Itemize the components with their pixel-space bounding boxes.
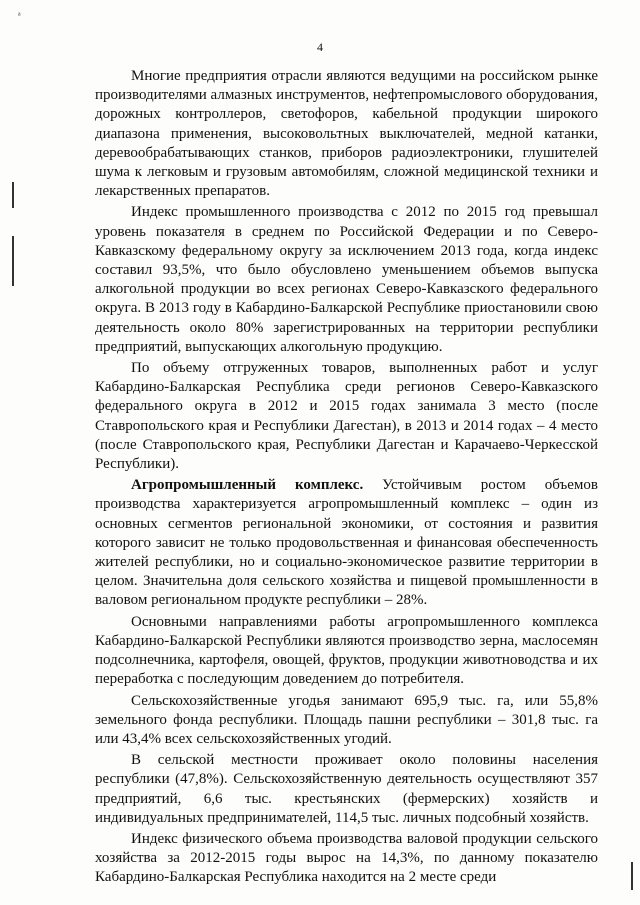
- paragraph-agro-complex-text: Устойчивым ростом объемов производства характеризуется агропромышленный комплекс – один из основных сегментов региональной экономики, от состояния и развития которого зависит не только продовольственная и финансовая обеспеченность жителей республики, но и социально-экономическое развитие территории в целом. Значительна доля сельского хозяйства и пищевой промышленности в валовом региональном продукте республики – 28%.: [95, 477, 598, 609]
- paragraph-agricultural-land: Сельскохозяйственные угодья занимают 695,9 тыс. га, или 55,8% земельного фонда республики. Площадь пашни республики – 301,8 тыс. га или 43,4% всех сельскохозяйственных угодий.: [95, 692, 598, 747]
- paragraph-shipped-goods: По объему отгруженных товаров, выполненных работ и услуг Кабардино-Балкарская Республика среди регионов Северо-Кавказского федерального округа в 2012 и 2015 годах занимала 3 место (после Ставропольского края и Республики Дагестан), в 2013 и 2014 годах – 4 место (после Ставропольского края, Республики Дагестан и Карачаево-Черкесской Республики).: [95, 360, 598, 473]
- paragraph-agri-index: Индекс физического объема производства валовой продукции сельского хозяйства за 2012-2015 годы вырос на 14,3%, по данному показателю Кабардино-Балкарская Республика находится на 2 месте среди: [95, 830, 598, 886]
- paragraph-rural-population: В сельской местности проживает около половины населения республики (47,8%). Сельскохозяйственную деятельность осуществляют 357 предприятий, 6,6 тыс. крестьянских (фермерских) хозяйств и индивидуальных предпринимателей, 114,5 тыс. личных подсобный хозяйств.: [95, 752, 598, 826]
- paragraph-agro-complex: [95, 476, 598, 610]
- paragraph-agro-directions: Основными направлениями работы агропромышленного комплекса Кабардино-Балкарской Республики являются производство зерна, маслосемян подсолнечника, картофеля, овощей, фруктов, продукции животноводства и их переработка с последующим доведением до потребителя.: [95, 613, 598, 688]
- paragraph-industry-enterprises: Многие предприятия отрасли являются ведущими на российском рынке производителями алмазных инструментов, нефтепромыслового оборудования, дорожных контроллеров, светофоров, кабельной продукции широкого диапазона применения, высоковольтных выключателей, медной катанки, деревообрабатывающих станков, приборов радиоэлектроники, глушителей шума к легковым и грузовым автомобилям, сложной медицинской техники и лекарственных препаратов.: [95, 68, 598, 200]
- body-text: [95, 67, 598, 890]
- scan-margin-mark-3: [631, 862, 633, 890]
- page-number: 4: [317, 40, 323, 54]
- paragraph-industrial-index: Индекс промышленного производства с 2012 по 2015 год превышал уровень показателя в среднем по Российской Федерации и по Северо-Кавказскому федеральному округу за исключением 2013 года, когда индекс составил 93,5%, что было обусловлено уменьшением объемов выпуска алкогольной продукции во всех регионах Северо-Кавказского федерального округа. В 2013 году в Кабардино-Балкарской Республике приостановили свою деятельность около 80% зарегистрированных на территории республики предприятий, выпускающих алкогольную продукцию.: [95, 204, 598, 355]
- section-heading-agro: Агропромышленный комплекс.: [131, 477, 364, 494]
- scan-margin-mark-2: [12, 236, 14, 286]
- scan-corner-mark: ᵃ: [18, 10, 21, 21]
- scan-margin-mark-1: [12, 182, 14, 208]
